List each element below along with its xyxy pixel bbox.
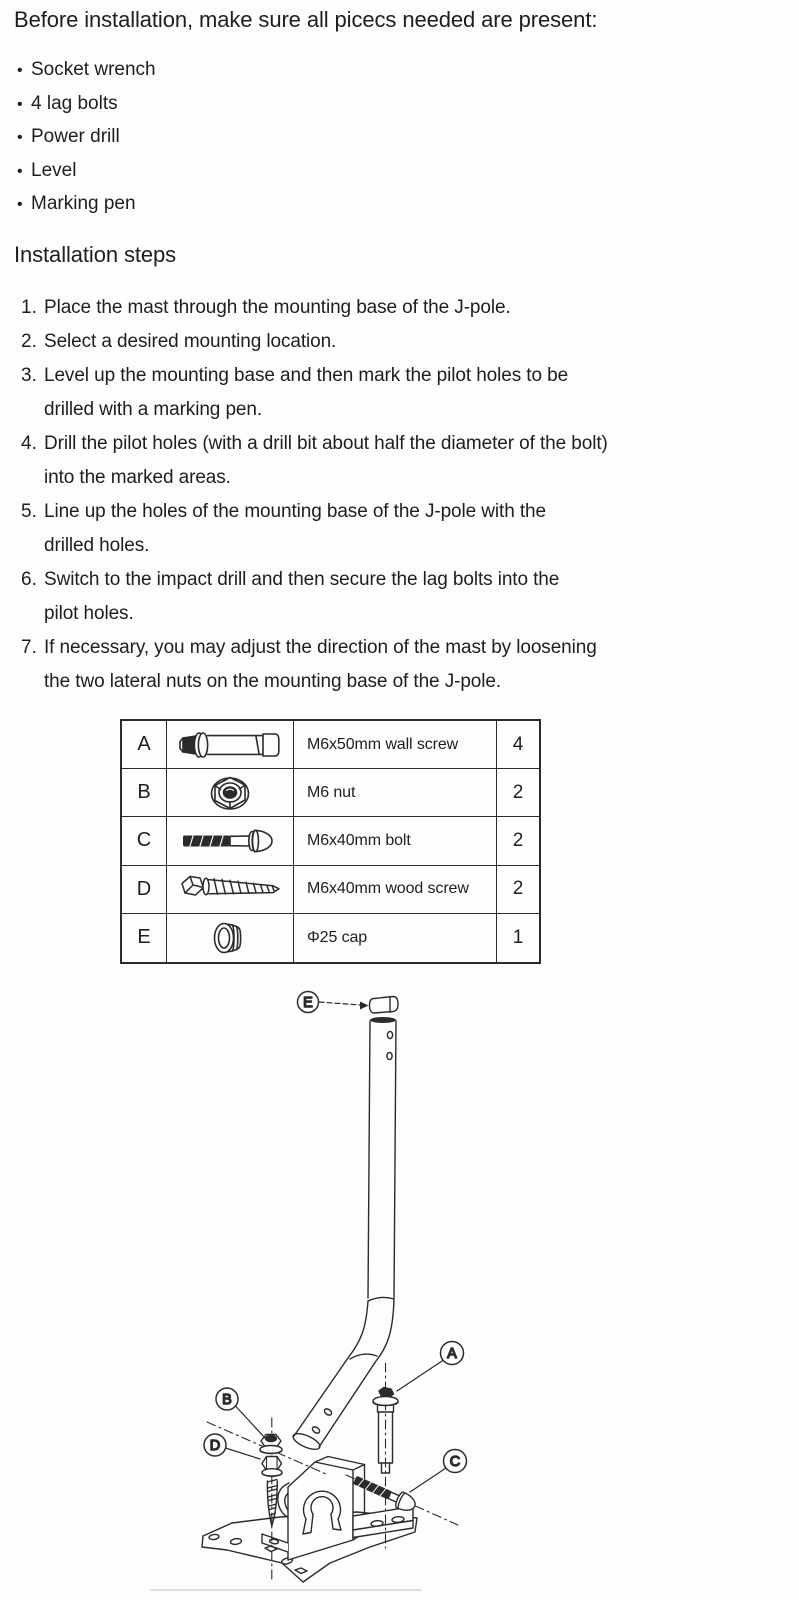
part-letter-cell: B bbox=[122, 769, 167, 817]
step-item bbox=[21, 427, 680, 495]
part-letter-cell: A bbox=[122, 721, 167, 769]
tools-list bbox=[17, 54, 156, 222]
step-line: Drill the pilot holes (with a drill bit about half the diameter of the bolt) bbox=[44, 433, 608, 454]
step-text bbox=[44, 325, 680, 359]
pole-cap-icon bbox=[210, 916, 250, 960]
wood-screw-icon bbox=[178, 869, 282, 909]
pole-cap bbox=[370, 997, 399, 1014]
diagram-label-e bbox=[298, 992, 369, 1013]
part-description-cell: M6x50mm wall screw bbox=[294, 721, 497, 769]
bullet-marker: • bbox=[17, 62, 23, 79]
step-line: into the marked areas. bbox=[44, 467, 231, 488]
part-icon-cell bbox=[167, 914, 294, 962]
step-item bbox=[21, 495, 680, 563]
tool-item bbox=[17, 155, 156, 189]
part-description-cell: M6x40mm bolt bbox=[294, 817, 497, 865]
tool-label: Marking pen bbox=[31, 193, 136, 214]
part-description-cell: Φ25 cap bbox=[294, 914, 497, 962]
svg-text:C: C bbox=[449, 1454, 461, 1470]
bolt-icon bbox=[180, 821, 280, 861]
step-number: 1. bbox=[21, 297, 37, 318]
part-letter-cell: C bbox=[122, 817, 167, 865]
part-qty-cell: 2 bbox=[497, 769, 539, 817]
step-line: Select a desired mounting location. bbox=[44, 331, 337, 352]
part-qty-cell: 2 bbox=[497, 817, 539, 865]
step-line: If necessary, you may adjust the direction of the mast by loosening bbox=[44, 637, 597, 658]
svg-text:B: B bbox=[222, 1392, 232, 1408]
step-line: Line up the holes of the mounting base of the J-pole with the bbox=[44, 501, 546, 522]
part-letter-cell: D bbox=[122, 866, 167, 914]
svg-text:E: E bbox=[303, 995, 313, 1011]
flange-nut-icon bbox=[206, 771, 254, 815]
step-item bbox=[21, 359, 680, 427]
step-text bbox=[44, 631, 680, 699]
svg-text:D: D bbox=[209, 1438, 221, 1454]
part-qty-cell: 1 bbox=[512, 926, 524, 948]
diagram-label-b bbox=[216, 1388, 265, 1438]
steps-list bbox=[21, 291, 680, 699]
part-icon-cell bbox=[167, 817, 294, 865]
part-qty-cell: 2 bbox=[497, 866, 539, 914]
step-item bbox=[21, 631, 680, 699]
step-line: pilot holes. bbox=[44, 603, 134, 624]
step-line: Switch to the impact drill and then secure the lag bolts into the bbox=[44, 569, 560, 590]
part-description-cell: M6 nut bbox=[294, 769, 497, 817]
step-text bbox=[44, 427, 680, 495]
diagram-label-d bbox=[204, 1434, 260, 1459]
mast-pole bbox=[291, 997, 398, 1453]
step-text bbox=[44, 291, 680, 325]
parts-table bbox=[120, 719, 541, 964]
tool-item bbox=[17, 54, 156, 88]
part-letter-cell: E bbox=[122, 914, 167, 962]
step-item bbox=[21, 291, 680, 325]
bullet-marker: • bbox=[17, 129, 23, 146]
step-text bbox=[44, 563, 680, 631]
step-item bbox=[21, 563, 680, 631]
step-number: 7. bbox=[21, 637, 37, 658]
bullet-marker: • bbox=[17, 196, 23, 213]
part-icon-cell bbox=[167, 769, 294, 817]
scan-artifact bbox=[150, 1589, 422, 1591]
tool-item bbox=[17, 121, 156, 155]
bullet-marker: • bbox=[17, 162, 23, 180]
tool-item bbox=[17, 88, 156, 122]
step-number: 6. bbox=[21, 569, 37, 590]
part-description-cell: M6x40mm wood screw bbox=[294, 866, 497, 914]
step-number: 4. bbox=[21, 433, 37, 454]
part-qty-cell: 4 bbox=[497, 721, 539, 769]
wall-screw-icon bbox=[177, 727, 283, 763]
step-line: Place the mast through the mounting base of the J-pole. bbox=[44, 297, 511, 318]
step-text bbox=[44, 359, 680, 427]
diagram-label-a bbox=[397, 1342, 464, 1392]
tool-label: 4 lag bolts bbox=[31, 92, 118, 114]
part-icon-cell bbox=[167, 721, 294, 769]
step-item bbox=[21, 325, 680, 359]
step-line: drilled with a marking pen. bbox=[44, 399, 263, 420]
step-number: 3. bbox=[21, 365, 37, 386]
step-number: 2. bbox=[21, 331, 37, 352]
diagram-label-c bbox=[410, 1450, 467, 1493]
part-icon-cell bbox=[167, 866, 294, 914]
step-line: the two lateral nuts on the mounting base of the J-pole. bbox=[44, 671, 502, 692]
arrowhead-icon bbox=[360, 1002, 369, 1010]
step-line: Level up the mounting base and then mark the pilot holes to be bbox=[44, 365, 569, 386]
steps-heading: Installation steps bbox=[14, 242, 177, 267]
step-number: 5. bbox=[21, 501, 37, 522]
step-text bbox=[44, 495, 680, 563]
bullet-marker: • bbox=[17, 95, 23, 113]
tool-label: Level bbox=[31, 159, 77, 181]
step-line: drilled holes. bbox=[44, 535, 150, 556]
svg-text:A: A bbox=[447, 1346, 457, 1362]
tool-label: Socket wrench bbox=[31, 59, 156, 80]
intro-heading: Before installation, make sure all picecs needed are present: bbox=[14, 7, 598, 32]
tool-item bbox=[17, 188, 156, 222]
tool-label: Power drill bbox=[31, 126, 120, 147]
installation-diagram bbox=[150, 960, 650, 1600]
